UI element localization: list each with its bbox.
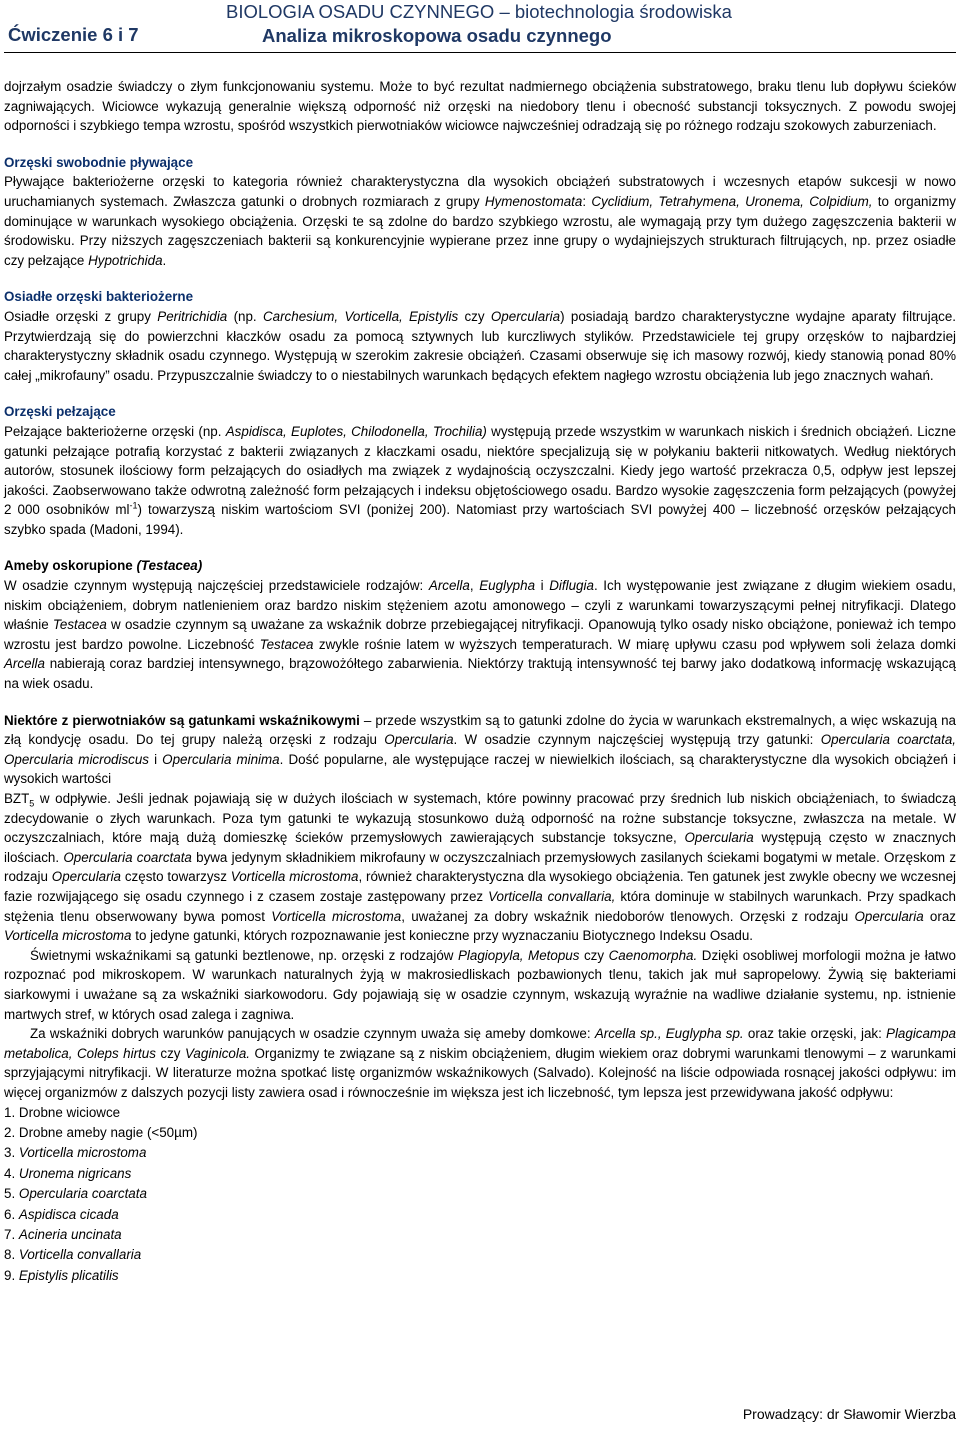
- exercise-label: Ćwiczenie 6 i 7: [8, 24, 139, 45]
- list-item-text: Vorticella convallaria: [18, 1247, 142, 1263]
- paragraph-free-swimming: Pływające bakteriożerne orzęski to kategoria również charakterystyczna dla wysokich obciążeń substratowych i wczesnych etapów sukcesji w nowo uruchamianych systemach. Zwłaszcza gatunki o drobnych rozmiarach z grupy Hymenostomata: Cyclidium, Tetrahymena, Uronema, Colpidium, to organizmy dominujące w warunkach wysokiego obciążenia. Orzęski te są zdolne do bardzo szybkiego wzrostu, ale wymagają przy tym dużego zagęszczenia bakterii w środowisku. Przy niższych zagęszczeniach bakterii są konkurencyjnie wypierane przez inne grupy o wydajniejszych strukturach filtrujących, np. przez osiadłe czy pełzające Hypotrichida.: [4, 174, 956, 268]
- list-item-number: 7.: [4, 1226, 16, 1242]
- list-item: [4, 1123, 956, 1143]
- intro-paragraph: dojrzałym osadzie świadczy o złym funkcjonowaniu systemu. Może to być rezultat nadmiernego obciążenia substratowego, braku tlenu lub dopływu ścieków zagniwających. Wiciowce wykazują generalnie większą odporność niż orzęski na niedobory tlenu i obecność substancji toksycznych. Z powodu swojej odporności i szybkiego tempa wzrostu, spośród wszystkich pierwotniaków wiciowce najwcześniej odradzają się po różnego rodzaju szokowych zaburzeniach.: [4, 79, 956, 134]
- paragraph-crawling: Pełzające bakteriożerne orzęski (np. Aspidisca, Euplotes, Chilodonella, Trochilia) występują przede wszystkim w warunkach niskich i średnich obciążeń. Liczne gatunki pełzające potrafią korzystać z bakterii związanych z kłaczkami osadu, niektóre specjalizują się w połykaniu bakterii nitkowatych. Według niektórych autorów, stosunek ilościowy form pełzających do osiadłych ma związek z wydajnością oczyszczalni. Kiedy jego wartość przekracza 0,5, odpływ jest lepszej jakości. Zaobserwowano także odwrotną zależność form pełzających i indeksu objętościowego osadu. Bardzo wysokie zagęszczenia form pełzających (powyżej 2 000 osobników $ml^{-1}$) towarzyszą niskim wartościom SVI (poniżej 200). Natomiast przy wartościach SVI powyżej 400 – liczebność orzęsków pełzających szybko spada (Madoni, 1994).: [4, 423, 956, 537]
- page-header: [4, 0, 956, 53]
- list-item-text: Uronema nigricans: [18, 1165, 132, 1181]
- list-item-text: Drobne wiciowce: [18, 1104, 121, 1120]
- list-item: [4, 1225, 956, 1245]
- list-item: [4, 1205, 956, 1225]
- list-item-number: 9.: [4, 1267, 16, 1283]
- paragraph-indicator-species: Niektóre z pierwotniaków są gatunkami wskaźnikowymi – przede wszystkim są to gatunki zdolne do życia w warunkach ekstremalnych, a więc wskazują na złą kondycję osadu. Do tej grupy należą orzęski z rodzaju Opercularia. W osadzie czynnym najczęściej występują trzy gatunki: Opercularia coarctata, Opercularia microdiscus i Opercularia minima. Dość popularne, ale występujące raczej w niewielkich ilościach, są charakterystyczne dla wysokich obciążeń i wysokich wartości $BZT_5$ w odpływie. Jeśli jednak pojawiają się w dużych ilościach w systemach, które powinny pracować przy średnich lub niskich obciążeniach, to świadczą zdecydowanie o złych warunkach. Poza tym gatunki te wykazują stosunkowo dużą odporność na rożne substancje toksyczne, zwłaszcza na metale. W oczyszczalniach, które mają dużą domieszkę ścieków przemysłowych zawierających substancje toksyczne, Opercularia występują często w znacznych ilościach. Opercularia coarctata bywa jedynym składnikiem mikrofauny w oczyszczalniach przemysłowych zasilanych ściekami bogatymi w metale. Orzęskom z rodzaju Opercularia często towarzysz Vorticella microstoma, również charakterystyczna dla wysokiego obciążenia. Ten gatunek jest zwykle obecny we wczesnej fazie rozwijającego się osadu czynnego i z czasem zostaje zastępowany przez Vorticella convallaria, która dominuje w stabilnych warunkach. Przy spadkach stężenia tlenu obserwowany bywa pomost Vorticella microstoma, uważanej za dobry wskaźnik niedoborów tlenowych. Orzęski z rodzaju Opercularia oraz Vorticella microstoma to jedyne gatunki, których rozpoznawanie jest konieczne przy wyznaczaniu Biotycznego Indeksu Osadu.: [4, 712, 957, 944]
- section-heading-sessile: Osiadłe orzęski bakteriożerne: [4, 289, 194, 305]
- list-item: [4, 1245, 956, 1265]
- paragraph-anaerobic: Świetnymi wskaźnikami są gatunki beztlenowe, np. orzęski z rodzajów Plagiopyla, Metopus czy Caenomorpha. Dzięki osobliwej morfologii można je łatwo rozpoznać pod mikroskopem. W warunkach naturalnych żyją w makrosiedliskach pozbawionych tlenu, takich jak muł sapropelowy. Żywią się bakteriami siarkowymi i uważane są za wskaźniki siarkowodoru. Gdy pojawiają się w osadzie czynnym, wskazują wyraźnie na wadliwe działanie systemu, np. istnienie martwych stref, w których osad zalega i zagniwa.: [4, 947, 956, 1022]
- list-item-text: Vorticella microstoma: [18, 1145, 147, 1161]
- list-item: [4, 1266, 956, 1286]
- header-titles: [226, 0, 732, 48]
- list-item: [4, 1103, 956, 1123]
- list-item-number: 5.: [4, 1186, 16, 1202]
- paragraph-sessile: Osiadłe orzęski z grupy Peritrichidia (np. Carchesium, Vorticella, Epistylis czy Opercularia) posiadają bardzo charakterystyczne wydajne aparaty filtrujące. Przytwierdzają się do powierzchni kłaczków osadu za pomocą sztywnych lub kurczliwych stylików. Przedstawiciele tej grupy orzęsków to najbardziej charakterystyczny składnik osadu czynnego. Występują w szerokim zakresie obciążeń. Czasami obserwuje się ich masowy rozwój, kiedy stanowią ponad 80% całej „mikrofauny” osadu. Przypuszczalnie świadczy to o niestabilnych warunkach będących efektem nagłego wzrostu obciążenia lub jego znacznych wahań.: [4, 308, 957, 383]
- indicator-lead: Niektóre z pierwotniaków są gatunkami wskaźnikowymi: [4, 712, 360, 728]
- document-body: [4, 53, 956, 1286]
- list-item: [4, 1164, 956, 1184]
- topic-title: Analiza mikroskopowa osadu czynnego: [262, 25, 612, 46]
- list-item-text: Acineria uncinata: [18, 1226, 122, 1242]
- list-item-number: 8.: [4, 1247, 16, 1263]
- list-item: [4, 1143, 956, 1163]
- list-item-text: Epistylis plicatilis: [18, 1267, 119, 1283]
- list-item-number: 2.: [4, 1124, 16, 1140]
- list-item-number: 6.: [4, 1206, 16, 1222]
- instructor-footer: Prowadzący: dr Sławomir Wierzba: [742, 1406, 956, 1422]
- course-title: BIOLOGIA OSADU CZYNNEGO – biotechnologia środowiska: [226, 1, 732, 22]
- list-item-text: Aspidisca cicada: [18, 1206, 119, 1222]
- paragraph-testacea: W osadzie czynnym występują najczęściej przedstawiciele rodzajów: Arcella, Euglypha i Diflugia. Ich występowanie jest związane z długim wiekiem osadu, niskim obciążeniem, dobrym natlenieniem oraz bardzo niskim stężeniem azotu amonowego – czyli z warunkami towarzyszącymi pełnej nitryfikacji. Dlatego właśnie Testacea w osadzie czynnym są uważane za wskaźnik dobrze przebiegającej nitryfikacji. Opanowują tylko osady nisko obciążone, ponieważ ich tempo wzrostu jest bardzo powolne. Liczebność Testacea zwykle rośnie latem w wyższych temperaturach. W miarę upływu czasu pod wpływem soli żelaza domki Arcella nabierają coraz bardziej intensywnego, brązowożółtego zabarwienia. Niektórzy traktują intensywność tej barwy jako dodatkową informację wskazującą na wiek osadu.: [4, 578, 956, 692]
- list-item-number: 4.: [4, 1165, 16, 1181]
- section-heading-crawling: Orzęski pełzające: [4, 404, 116, 420]
- list-item-number: 1.: [4, 1104, 16, 1120]
- list-item: [4, 1184, 956, 1204]
- paragraph-good-conditions: Za wskaźniki dobrych warunków panujących w osadzie czynnym uważa się ameby domkowe: Arcella sp., Euglypha sp. oraz takie orzęski, jak: Plagicampa metabolica, Coleps hirtus czy Vaginicola. Organizmy te związane są z niskim obciążeniem, długim wiekiem oraz dobrymi warunkami tlenowymi – z warunkami sprzyjającymi nitryfikacji. W literaturze można spotkać listę organizmów wskaźnikowych (Salvado). Kolejność na liście odpowiada rosnącej jakości odpływu: im więcej organizmów z dalszych pozycji listy zawiera osad i równocześnie im większa jest ich liczebność, tym lepsza jest przewidywana jakość odpływu:: [4, 1026, 956, 1100]
- list-item-number: 3.: [4, 1145, 16, 1161]
- section-heading-free-swimming: Orzęski swobodnie pływające: [4, 154, 194, 170]
- list-item-text: Opercularia coarctata: [18, 1186, 147, 1202]
- list-item-text: Drobne ameby nagie (<50µm): [18, 1124, 198, 1140]
- indicator-organisms-list: [4, 1103, 956, 1287]
- section-heading-testacea: Ameby oskorupione (Testacea): [4, 558, 203, 574]
